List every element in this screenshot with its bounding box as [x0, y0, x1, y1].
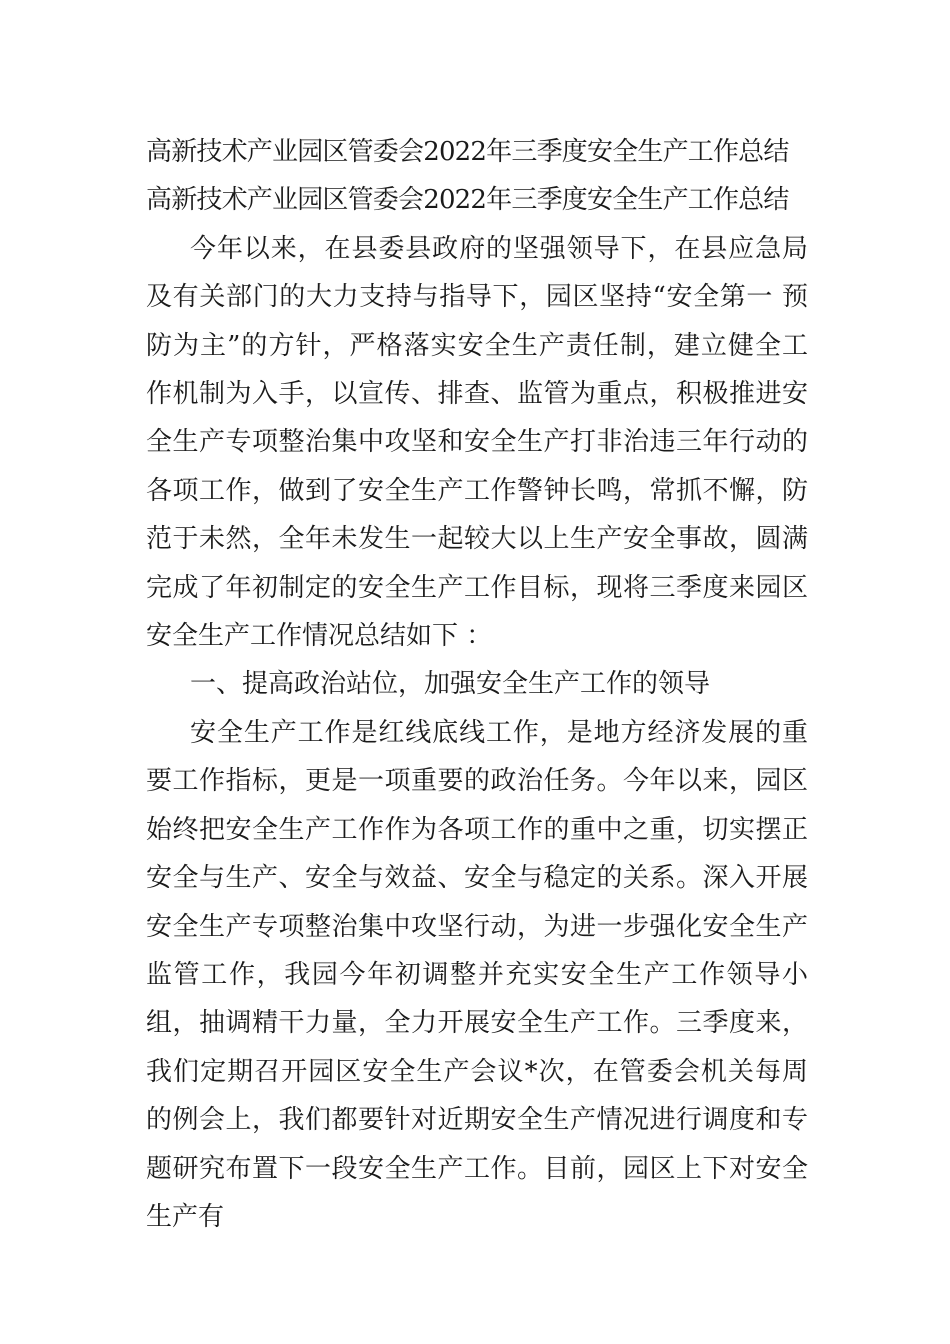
section-1-paragraph: 安全生产工作是红线底线工作，是地方经济发展的重要工作指标，更是一项重要的政治任务。今年以来，园区始终把安全生产工作作为各项工作的重中之重，切实摆正安全与生产、安全与效益、安全与稳定的关系。深入开展安全生产专项整治集中攻坚行动，为进一步强化安全生产监管工作，我园今年初调整并充实安全生产工作领导小组，抽调精干力量，全力开展安全生产工作。三季度来，我们定期召开园区安全生产会议*次，在管委会机关每周的例会上，我们都要针对近期安全生产情况进行调度和专题研究布置下一段安全生产工作。目前，园区上下对安全生产有: [146, 717, 808, 1232]
document-body: [146, 128, 808, 1241]
intro-paragraph: 今年以来，在县委县政府的坚强领导下，在县应急局及有关部门的大力支持与指导下，园区坚持“安全第一 预防为主”的方针，严格落实安全生产责任制，建立健全工作机制为入手，以宣传、排查、监管为重点，积极推进安全生产专项整治集中攻坚和安全生产打非治违三年行动的各项工作，做到了安全生产工作警钟长鸣，常抓不懈，防范于未然，全年未发生一起较大以上生产安全事故，圆满完成了年初制定的安全生产工作目标，现将三季度来园区安全生产工作情况总结如下 ：: [146, 233, 808, 652]
document-title: 高新技术产业园区管委会2022年三季度安全生产工作总结: [146, 137, 789, 167]
document-title-repeat: 高新技术产业园区管委会2022年三季度安全生产工作总结: [146, 185, 789, 216]
section-heading-1: 一、提高政治站位，加强安全生产工作的领导: [190, 669, 711, 700]
